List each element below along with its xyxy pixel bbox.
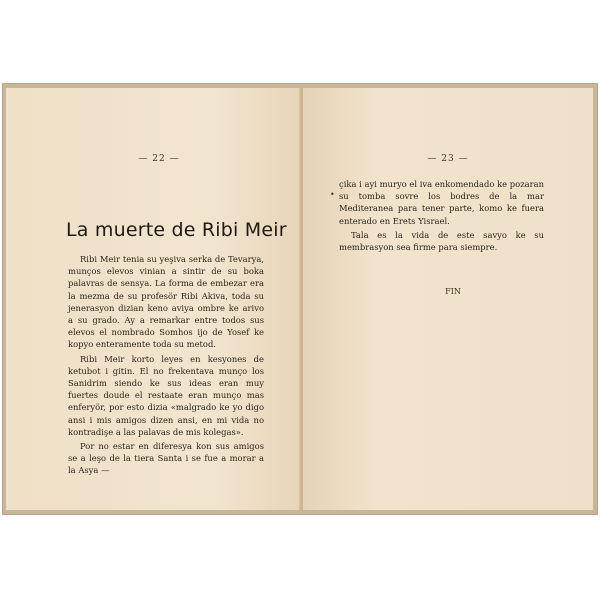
paragraph: Por no estar en diferesya kon sus amigos se a leşo de la tiera Santa i se fue a morar a la Asya — <box>68 441 264 476</box>
left-page-body <box>68 253 264 479</box>
open-book <box>3 84 597 514</box>
left-page <box>6 88 300 510</box>
paragraph: Ribi Meir korto leyes en kesyones de ketubot i gitin. El no frekentava munço los Sanidrim siendo ke sus ideas eran muy fuertes doude el restaate eran munço mas enferyör, por esto dizia «malgrado ke yo digo ansi i mis amigos dizen ansi, en mi vida no kontradişe a las palavas de mis kolegas». <box>68 353 264 437</box>
right-page <box>303 88 593 510</box>
page-number-left: — 22 — <box>138 154 180 164</box>
right-page-body <box>339 178 544 255</box>
page-number-right: — 23 — <box>427 154 469 164</box>
margin-bullet: • <box>330 190 335 199</box>
closing-fin: FIN <box>445 287 461 296</box>
chapter-title: La muerte de Ribi Meir <box>66 219 287 241</box>
paragraph: Ribi Meir tenia su yeşiva serka de Tevarya, munços elevos vinian a sintir de su boka palavras de sensya. La forma de embezar era la mezma de su profesör Ribi Akiva, toda su jenerasyon dizian keno aviya ombre ke arivo a su grado. Ay a remarkar entre todos sus elevos el nombrado Somhos ijo de Yosef ke kopyo enteramente toda su metod. <box>68 254 264 350</box>
paragraph: çika i ayi muryo el iva enkomendado ke pozaran su tomba sovre los bodres de la mar Mediteranea para tener parte, komo ke fuera enterado en Erets Yisrael. <box>339 179 544 226</box>
paragraph: Tala es la vida de este savyo ke su membrasyon sea firme para siempre. <box>339 229 544 253</box>
